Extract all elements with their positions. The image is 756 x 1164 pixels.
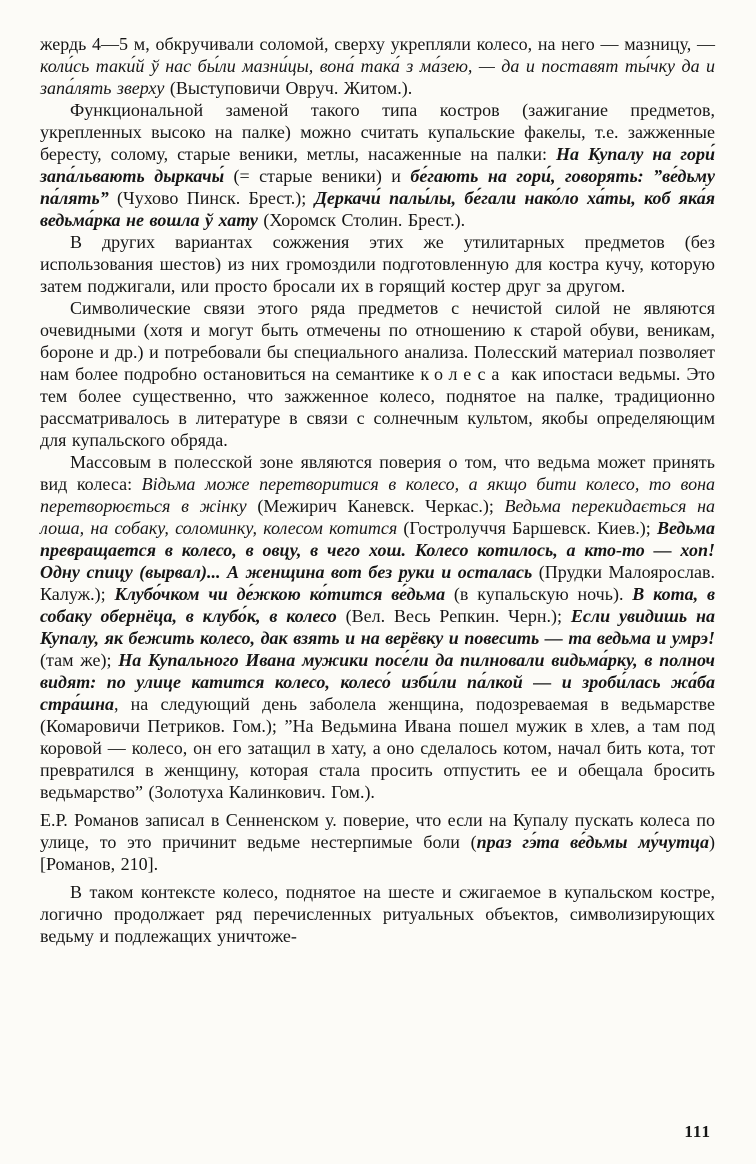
paragraph (40, 297, 715, 451)
page-number: 111 (684, 1122, 711, 1141)
paragraph (40, 881, 715, 947)
text-run-roman: ) [Романов, 210]. (40, 832, 715, 874)
text-run-italic: Вiдьма може перетворитися в колесо, а якщо бити колесо, то вона перетворюється в жiнку (40, 474, 715, 516)
text-run-bolditalic: бе́гають на гори́, говорять: ”ве́дьму па́лять” (40, 166, 715, 208)
paragraph (40, 33, 715, 99)
text-run-bolditalic: На Купалу на гори́ запа́львають дыркачы́ (40, 144, 715, 186)
text-run-roman: жердь 4—5 м, обкручивали соломой, сверху укрепляли колесо, на него — мазницу, — (40, 34, 715, 54)
text-run-roman: (Межирич Каневск. Черкас.); (246, 496, 505, 516)
text-run-roman: (Гостролуччя Баршевск. Киев.); (397, 518, 657, 538)
paragraph (40, 231, 715, 297)
text-run-roman: (там же); (40, 650, 119, 670)
text-run-roman: как ипостаси ведьмы. Это тем более существенно, что зажженное колесо, поднятое на палке, традиционно рассматривалось в литературе в связи с солнечным культом, якобы определяющим для купальского обряда. (40, 364, 715, 450)
text-run-roman: , на следующий день заболела женщина, подозреваемая в ведьмарстве (Комаровичи Петриков. Гом.); ”На Ведьмина Ивана пошел мужик в хлев, а там под коровой — колесо, он его затащил в хату, а оно сделалось котом, начал бить кота, тот превратился в женщину, которая стала просить отпустить ее и обещала бросить ведьмарство” (Золотуха Калинкович. Гом.). (40, 694, 715, 802)
text-run-bolditalic: На Купального Ивана мужики посе́ли да пилновали видьма́рку, в полноч видят: по улице катится колесо, колесо́ изби́ли па́лкой — и зроби́лась жа́ба стра́шна (40, 650, 715, 714)
text-run-roman: (Прудки Малоярослав. Калуж.); (40, 562, 716, 604)
text-run-roman: Символические связи этого ряда предметов с нечистой силой не являются очевидными (хотя и могут быть отмечены по отношению к старой обуви, веникам, бороне и др.) и потребовали бы специального анализа. Полесский материал позволяет нам более подробно остановиться на семантике (40, 298, 715, 384)
text-run-roman: (в купальскую ночь). (445, 584, 633, 604)
paragraph (40, 451, 715, 803)
text-run-bolditalic: Если увидишь на Купалу, як бежить колесо, дак взять и на верёвку и повесить — та ведьма и умрэ! (40, 606, 715, 648)
text-run-spaced: колеса (420, 364, 506, 384)
text-run-roman: В других вариантах сожжения этих же утилитарных предметов (без использования шестов) из них громоздили подготовленную для костра кучу, которую затем поджигали, или просто бросали их в горящий костер друг за другом. (40, 232, 715, 296)
paragraph (40, 809, 715, 875)
text-column (40, 33, 715, 947)
text-run-bolditalic: В кота, в собаку обернёца, в клубо́к, в колесо (40, 584, 715, 626)
text-run-roman: (Выступовичи Овруч. Житом.). (164, 78, 413, 98)
text-run-italic: коли́сь таки́й ў нас бы́ли мазни́цы, вона́ така́ з ма́зею, — да и поставят ты́чку да и запа́лять зверху (40, 56, 715, 98)
text-run-roman: Массовым в полесской зоне являются поверия о том, что ведьма может принять вид колеса: (40, 452, 715, 494)
text-run-bolditalic: праз гэ́та ве́дьмы му́чутца (476, 832, 709, 852)
text-run-bolditalic: Деркачи́ палы́лы, бе́гали нако́ло ха́ты, коб яка́я ведьма́рка не вошла ў хату (40, 188, 715, 230)
paragraph (40, 99, 715, 231)
text-run-roman: В таком контексте колесо, поднятое на шесте и сжигаемое в купальском костре, логично продолжает ряд перечисленных ритуальных объектов, символизирующих ведьму и подлежащих уничтоже- (40, 882, 715, 946)
text-run-roman: (Чухово Пинск. Брест.); (108, 188, 315, 208)
text-run-roman: Е.Р. Романов записал в Сенненском у. поверие, что если на Купалу пускать колеса по улице, то это причинит ведьме нестерпимые боли ( (40, 810, 715, 852)
text-run-roman: (Хоромск Столин. Брест.). (257, 210, 466, 230)
text-run-roman: (= старые веники) и (224, 166, 411, 186)
text-run-bolditalic: Ведьма превращается в колесо, в овцу, в чего хош. Колесо котилось, а кто-то — хоп! Одну спицу (вырвал)... А женщина вот без руки и осталась (40, 518, 715, 582)
text-run-bolditalic: Клубо́чком чи де́жкою ко́тится ве́дьма (114, 584, 446, 604)
text-run-roman: (Вел. Весь Репкин. Черн.); (336, 606, 571, 626)
text-run-italic: Ведьма перекидається на лоша, на собаку, соломинку, колесом котится (40, 496, 715, 538)
text-run-roman: Функциональной заменой такого типа костров (зажигание предметов, укрепленных высоко на палке) можно считать купальские факелы, т.е. зажженные бересту, солому, старые веники, метлы, насаженные на палки: (40, 100, 715, 164)
